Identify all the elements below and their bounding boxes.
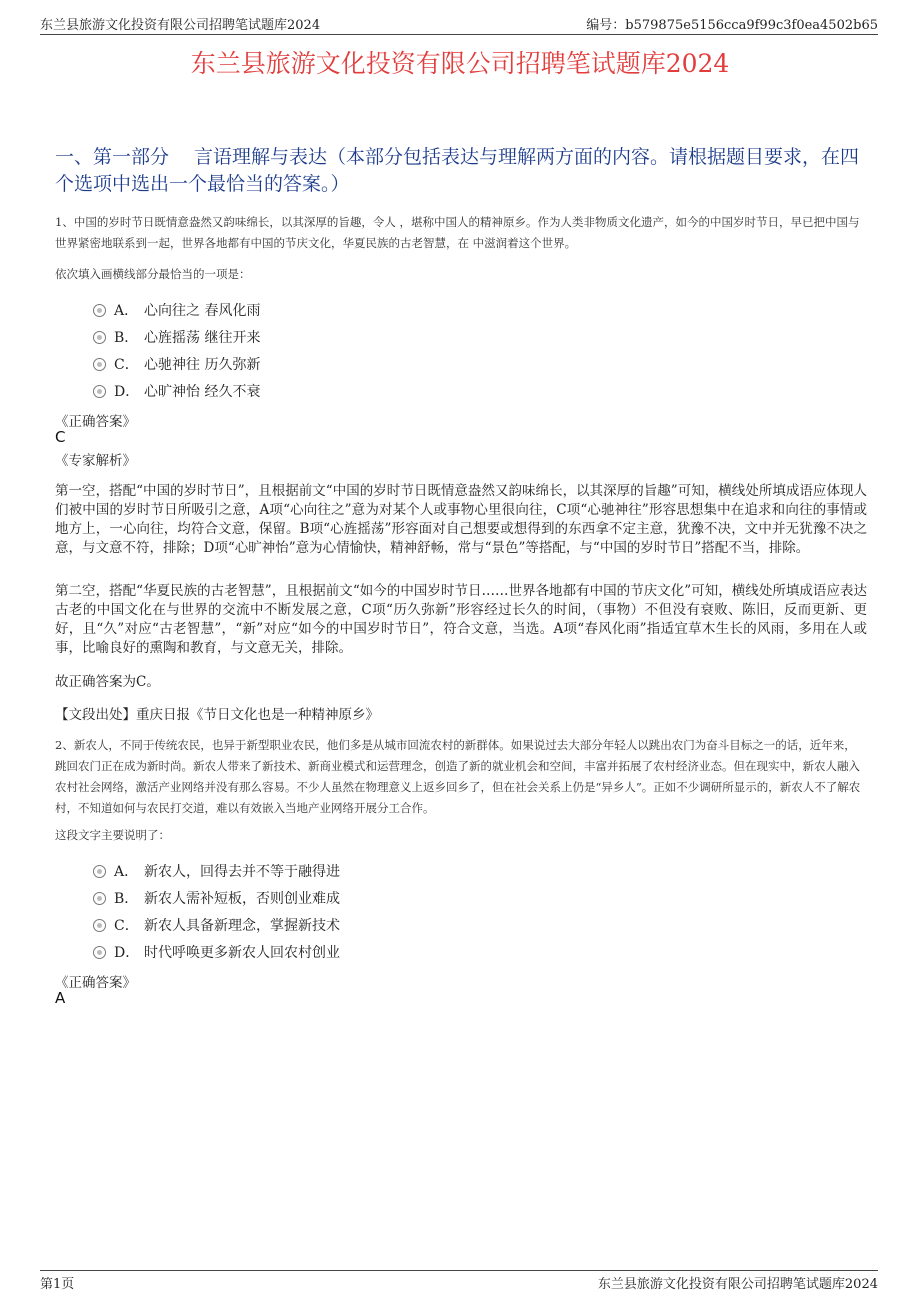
radio-icon[interactable]	[93, 946, 106, 959]
option-text: 心旷神怡 经久不衰	[144, 384, 261, 400]
question-1-answer: C	[55, 428, 66, 446]
page-header	[40, 12, 878, 35]
option-text: 新农人需补短板，否则创业难成	[144, 891, 340, 907]
footer-doc-name: 东兰县旅游文化投资有限公司招聘笔试题库2024	[597, 1277, 878, 1292]
option-letter: D．	[114, 945, 140, 961]
question-1-analysis-paragraph-1: 第一空，搭配“中国的岁时节日”，且根据前文“中国的岁时节日既情意盎然又韵味绵长，以其深厚的旨趣”可知，横线处所填成语应体现人们被中国的岁时节日所吸引之意，A项“心向往之”意为对某个人或事物心里很向往，C项“心驰神往”形容思想集中在追求和向往的事情或地方上，一心向往，均符合文意，保留。B项“心旌摇荡”形容面对自己想要或想得到的东西拿不定主意，犹豫不决，文中并无犹豫不决之意，与文意不符，排除；D项“心旷神怡”意为心情愉快，精神舒畅，常与“景色”等搭配，与“中国的岁时节日”搭配不当，排除。	[55, 483, 867, 556]
question-1-analysis-paragraph-2: 第二空，搭配“华夏民族的古老智慧”，且根据前文“如今的中国岁时节日……世界各地都有中国的节庆文化”可知，横线处所填成语应表达古老的中国文化在与世界的交流中不断发展之意，C项“历久弥新”形容经过长久的时间，（事物）不但没有衰败、陈旧，反而更新、更好，且“久”对应“古老智慧”，“新”对应“如今的中国岁时节日”，符合文意，当选。A项“春风化雨”指适宜草木生长的风雨，多用在人或事，比喻良好的熏陶和教育，与文意无关，排除。	[55, 583, 867, 656]
option-letter: A．	[114, 864, 139, 880]
question-2-stem: 2、新农人，不同于传统农民，也异于新型职业农民，他们多是从城市回流农村的新群体。如果说过去大部分年轻人以跳出农门为奋斗目标之一的话，近年来，跳回农门正在成为新时尚。新农人带来了新技术、新商业模式和运营理念，创造了新的就业机会和空间，丰富并拓展了农村经济业态。但在现实中，新农人融入农村社会网络，激活产业网络并没有那么容易。不少人虽然在物理意义上返乡回乡了，但在社会关系上仍是“异乡人”。正如不少调研所显示的，新农人不了解农村，不知道如何与农民打交道，难以有效嵌入当地产业网络开展分工合作。	[55, 738, 861, 815]
radio-icon[interactable]	[93, 385, 106, 398]
option-text: 心驰神往 历久弥新	[144, 357, 261, 373]
option-letter: C．	[114, 918, 139, 934]
option-text: 心旌摇荡 继往开来	[144, 330, 261, 346]
radio-icon[interactable]	[93, 892, 106, 905]
option-text: 心向往之 春风化雨	[144, 303, 261, 319]
option-text: 新农人具备新理念，掌握新技术	[144, 918, 340, 934]
question-2-prompt: 这段文字主要说明了：	[55, 828, 170, 842]
question-2-option-d[interactable]	[93, 942, 340, 962]
option-letter: B．	[114, 891, 139, 907]
question-1-option-c[interactable]	[93, 354, 260, 374]
option-text: 时代呼唤更多新农人回农村创业	[144, 945, 340, 961]
radio-icon[interactable]	[93, 919, 106, 932]
footer-page-number: 第1页	[40, 1277, 75, 1292]
question-1-stem: 1、中国的岁时节日既情意盎然又韵味绵长，以其深厚的旨趣，令人 ，堪称中国人的精神原乡。作为人类非物质文化遗产，如今的中国岁时节日，早已把中国与世界紧密地联系到一起，世界各地都有中国的节庆文化，华夏民族的古老智慧，在 中滋润着这个世界。	[55, 215, 860, 250]
question-1-source: 【文段出处】重庆日报《节日文化也是一种精神原乡》	[55, 707, 379, 723]
radio-icon[interactable]	[93, 331, 106, 344]
question-2-option-b[interactable]	[93, 888, 340, 908]
question-1-option-b[interactable]	[93, 327, 260, 347]
question-1-option-d[interactable]	[93, 381, 260, 401]
question-1-analysis-label: 《专家解析》	[55, 453, 136, 469]
radio-icon[interactable]	[93, 304, 106, 317]
header-doc-id: 编号：b579875e5156cca9f99c3f0ea4502b65	[586, 18, 878, 33]
option-letter: B．	[114, 330, 139, 346]
radio-icon[interactable]	[93, 865, 106, 878]
page-footer	[40, 1270, 878, 1291]
option-text: 新农人，回得去并不等于融得进	[144, 864, 340, 880]
question-2-answer-label: 《正确答案》	[55, 975, 136, 991]
option-letter: C．	[114, 357, 139, 373]
question-2-option-a[interactable]	[93, 861, 340, 881]
section-heading: 一、第一部分 言语理解与表达（本部分包括表达与理解两方面的内容。请根据题目要求，在四个选项中选出一个最恰当的答案。）	[55, 146, 860, 195]
question-1-conclusion: 故正确答案为C。	[55, 674, 160, 690]
option-letter: D．	[114, 384, 140, 400]
question-1-option-a[interactable]	[93, 300, 260, 320]
document-title: 东兰县旅游文化投资有限公司招聘笔试题库2024	[190, 49, 730, 78]
radio-icon[interactable]	[93, 358, 106, 371]
option-letter: A．	[114, 303, 139, 319]
question-1-prompt: 依次填入画横线部分最恰当的一项是：	[55, 267, 251, 281]
question-2-option-c[interactable]	[93, 915, 340, 935]
header-doc-name: 东兰县旅游文化投资有限公司招聘笔试题库2024	[40, 18, 321, 33]
question-2-answer: A	[55, 989, 66, 1007]
question-1-answer-label: 《正确答案》	[55, 414, 136, 430]
